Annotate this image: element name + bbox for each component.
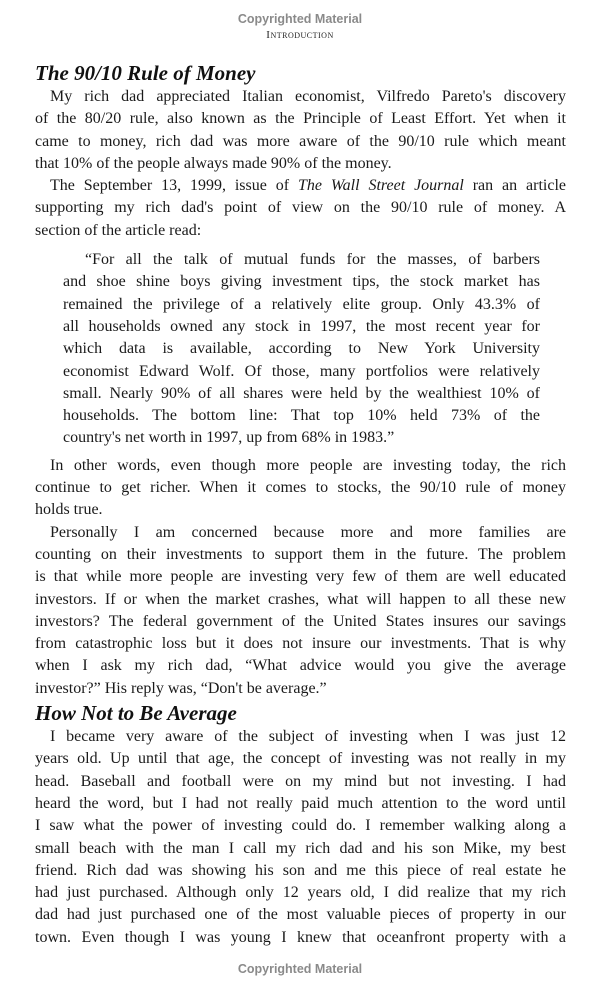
text-line: town. Even though I was young I knew that oceanfront property with a xyxy=(35,928,566,946)
paragraph xyxy=(35,522,566,700)
text-line: friend. Rich dad was showing his son and me this piece of real estate he xyxy=(35,861,566,879)
text-span: The September 13, 1999, issue of xyxy=(50,177,298,195)
copyright-watermark-bottom: Copyrighted Material xyxy=(237,962,363,976)
text-line: remained the privilege of a relatively elite group. Only 43.3% of xyxy=(63,295,540,313)
text-line: small beach with the man I call my rich dad and his son Mike, my best xyxy=(35,839,566,857)
text-line: country's net worth in 1997, up from 68% in 1983.” xyxy=(63,429,395,447)
text-line: economist Edward Wolf. Of those, many portfolios were relatively xyxy=(63,362,540,380)
text-line xyxy=(35,175,566,197)
text-line: investors? The federal government of the United States insures our savings xyxy=(35,612,566,630)
text-line: supporting my rich dad's point of view on the 90/10 rule of money. A xyxy=(35,199,566,217)
text-line: dad had just purchased one of the most valuable pieces of property in our xyxy=(35,906,566,924)
paragraph xyxy=(35,455,566,522)
text-line: households. The bottom line: That top 10% held 73% of the xyxy=(63,407,540,425)
paragraph xyxy=(35,726,566,949)
text-line: and shoe shine boys giving investment tips, the stock market has xyxy=(63,273,540,291)
text-line: investor?” His reply was, “Don't be average.” xyxy=(35,679,327,697)
text-line: heard the word, but I had not really paid much attention to the word until xyxy=(35,794,566,812)
text-line: had just purchased. Although only 12 years old, I did realize that my rich xyxy=(35,884,566,902)
text-line: “For all the talk of mutual funds for the masses, of barbers xyxy=(85,251,540,269)
text-line: years old. Up until that age, the concept of investing was not really in my xyxy=(35,750,566,768)
text-line: counting on their investments to support them in the future. The problem xyxy=(35,545,566,563)
text-line: Personally I am concerned because more and more families are xyxy=(50,523,566,541)
text-line: continue to get richer. When it comes to stocks, the 90/10 rule of money xyxy=(35,479,566,497)
text-line: is that while more people are investing very few of them are well educated xyxy=(35,568,566,586)
text-line: holds true. xyxy=(35,501,103,519)
text-line: I became very aware of the subject of investing when I was just 12 xyxy=(50,728,566,746)
text-line: section of the article read: xyxy=(35,221,202,239)
text-line: small. Nearly 90% of all shares were held by the wealthiest 10% of xyxy=(63,384,540,402)
running-head: Introduction xyxy=(266,29,334,41)
copyright-watermark-top: Copyrighted Material xyxy=(237,12,363,26)
paragraph xyxy=(35,86,566,175)
page-body xyxy=(35,60,566,949)
text-line: from catastrophic loss but it does not insure our investments. That is why xyxy=(35,635,566,653)
text-line: all households owned any stock in 1997, the most recent year for xyxy=(63,317,540,335)
text-line: of the 80/20 rule, also known as the Principle of Least Effort. Yet when it xyxy=(35,110,566,128)
text-span: ran an article xyxy=(463,177,567,195)
section-heading: How Not to Be Average xyxy=(35,701,237,726)
text-line: when I ask my rich dad, “What advice would you give the average xyxy=(35,657,566,675)
text-line: investors. If or when the market crashes, what will happen to all these new xyxy=(35,590,566,608)
section-heading: The 90/10 Rule of Money xyxy=(35,61,256,85)
text-line: My rich dad appreciated Italian economist, Vilfredo Pareto's discovery xyxy=(50,88,566,105)
publication-title: The Wall Street Journal xyxy=(297,177,464,195)
text-line: that 10% of the people always made 90% of the money. xyxy=(35,154,392,172)
text-line: In other words, even though more people are investing today, the rich xyxy=(50,456,566,474)
text-line: which data is available, according to New York University xyxy=(63,340,540,358)
text-line: I saw what the power of investing could do. I remember walking along a xyxy=(35,817,566,835)
paragraph xyxy=(35,175,566,242)
text-line: came to money, rich dad was more aware of the 90/10 rule which meant xyxy=(35,132,566,150)
block-quote xyxy=(63,249,540,450)
text-line: head. Baseball and football were on my mind but not investing. I had xyxy=(35,772,566,790)
